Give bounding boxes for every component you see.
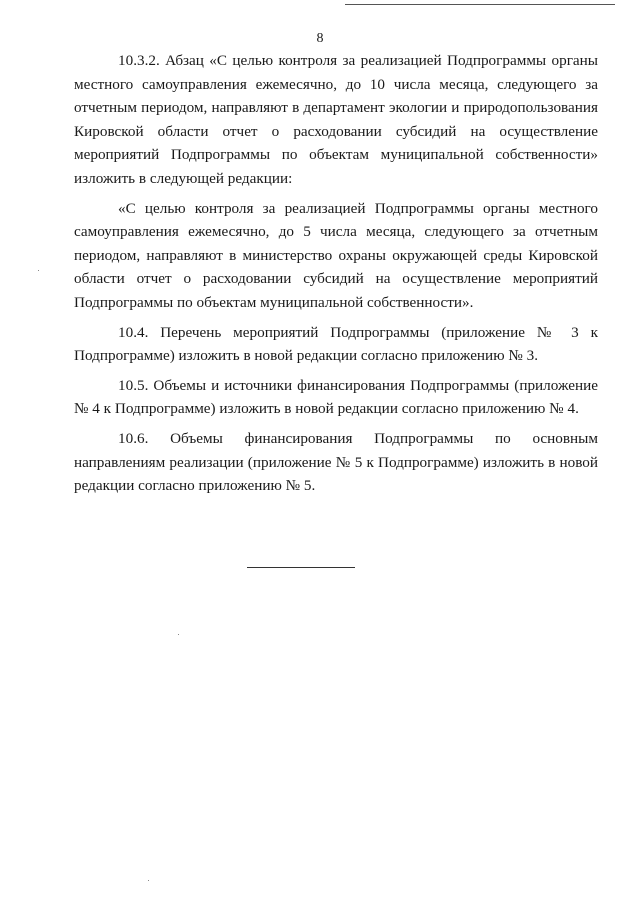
end-of-text-rule xyxy=(247,567,355,568)
scan-speck xyxy=(148,880,149,881)
document-body xyxy=(74,49,598,498)
paragraph-10-4: 10.4. Перечень мероприятий Подпрограммы (приложение № 3 к Подпрограмме) изложить в новой редакции согласно приложению № 3. xyxy=(74,323,598,365)
top-scan-rule xyxy=(345,4,615,5)
paragraph-10-6: 10.6. Объемы финансирования Подпрограммы по основным направлениям реализации (приложение № 5 к Подпрограмме) изложить в новой редакции согласно приложению № 5. xyxy=(74,429,598,495)
paragraph-10-3-2: 10.3.2. Абзац «С целью контроля за реализацией Подпрограммы органы местного самоуправления ежемесячно, до 10 числа месяца, следующего за отчетным периодом, направляют в департамент экологии и природопользования Кировской области отчет о расходовании субсидий на осуществление мероприятий Подпрограммы по объектам муниципальной собственности» изложить в следующей редакции: xyxy=(74,52,598,187)
scan-speck xyxy=(38,270,39,271)
paragraph-10-5: 10.5. Объемы и источники финансирования Подпрограммы (приложение № 4 к Подпрограмме) изложить в новой редакции согласно приложению № 4. xyxy=(74,376,598,418)
paragraph-quoted-revision: «С целью контроля за реализацией Подпрограммы органы местного самоуправления ежемесячно, до 5 числа месяца, следующего за отчетным периодом, направляют в министерство охраны окружающей среды Кировской области отчет о расходовании субсидий на осуществление мероприятий Подпрограммы по объектам муниципальной собственности». xyxy=(74,199,598,311)
scan-speck xyxy=(178,634,179,635)
page-number: 8 xyxy=(316,31,324,46)
